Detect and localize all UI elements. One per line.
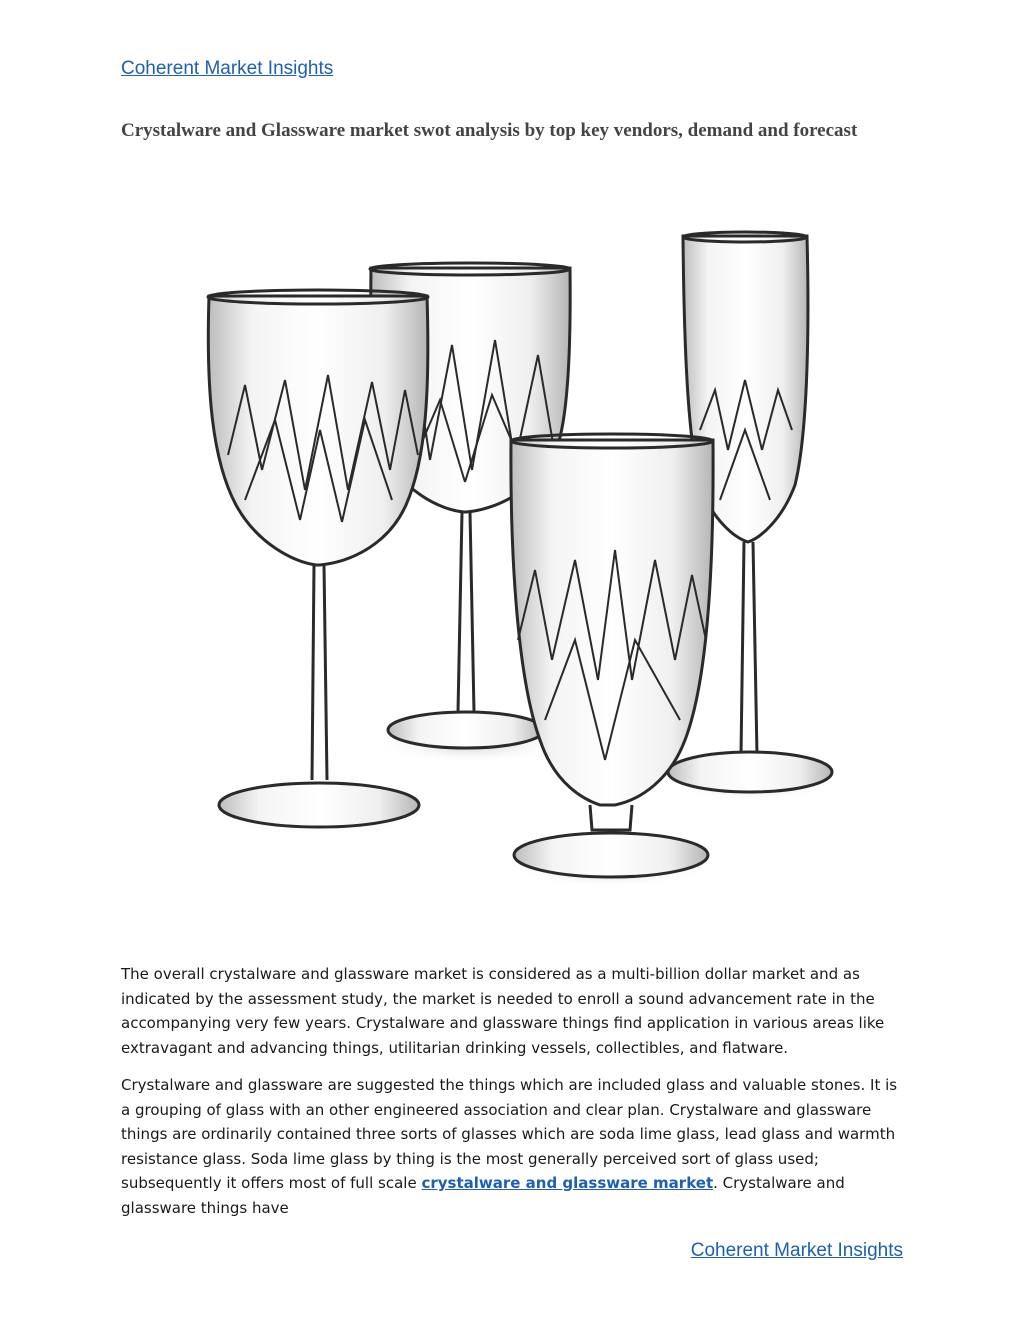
footed-goblet: [510, 434, 713, 888]
header-brand-link[interactable]: Coherent Market Insights: [121, 58, 334, 79]
details-paragraph: [121, 1073, 911, 1220]
glassware-illustration: [150, 200, 850, 900]
intro-paragraph: The overall crystalware and glassware market is considered as a multi-billion dollar market and as indicated by the assessment study, the market is needed to enroll a sound advancement rate in the accompanying very few years. Crystalware and glassware things find application in various areas like extravagant and advancing things, utilitarian drinking vessels, collectibles, and flatware.: [121, 965, 885, 1057]
footer-brand-link[interactable]: Coherent Market Insights: [690, 1240, 903, 1261]
details-paragraph-tail: . Crystalware and glassware things have: [121, 1174, 845, 1217]
document-title: Crystalware and Glassware market swot analysis by top key vendors, demand and forecast: [121, 120, 858, 141]
details-paragraph-text: Crystalware and glassware are suggested the things which are included glass and valuable stones. It is a grouping of glass with an other engineered association and clear plan. Crystalware and glassware things are ordinarily contained three sorts of glasses which are soda lime glass, lead glass and warmth resistance glass. Soda lime glass by thing is the most generally perceived sort of glass used; subsequently it offers most of full scale: [121, 1076, 898, 1192]
market-report-link[interactable]: crystalware and glassware market: [421, 1174, 714, 1192]
